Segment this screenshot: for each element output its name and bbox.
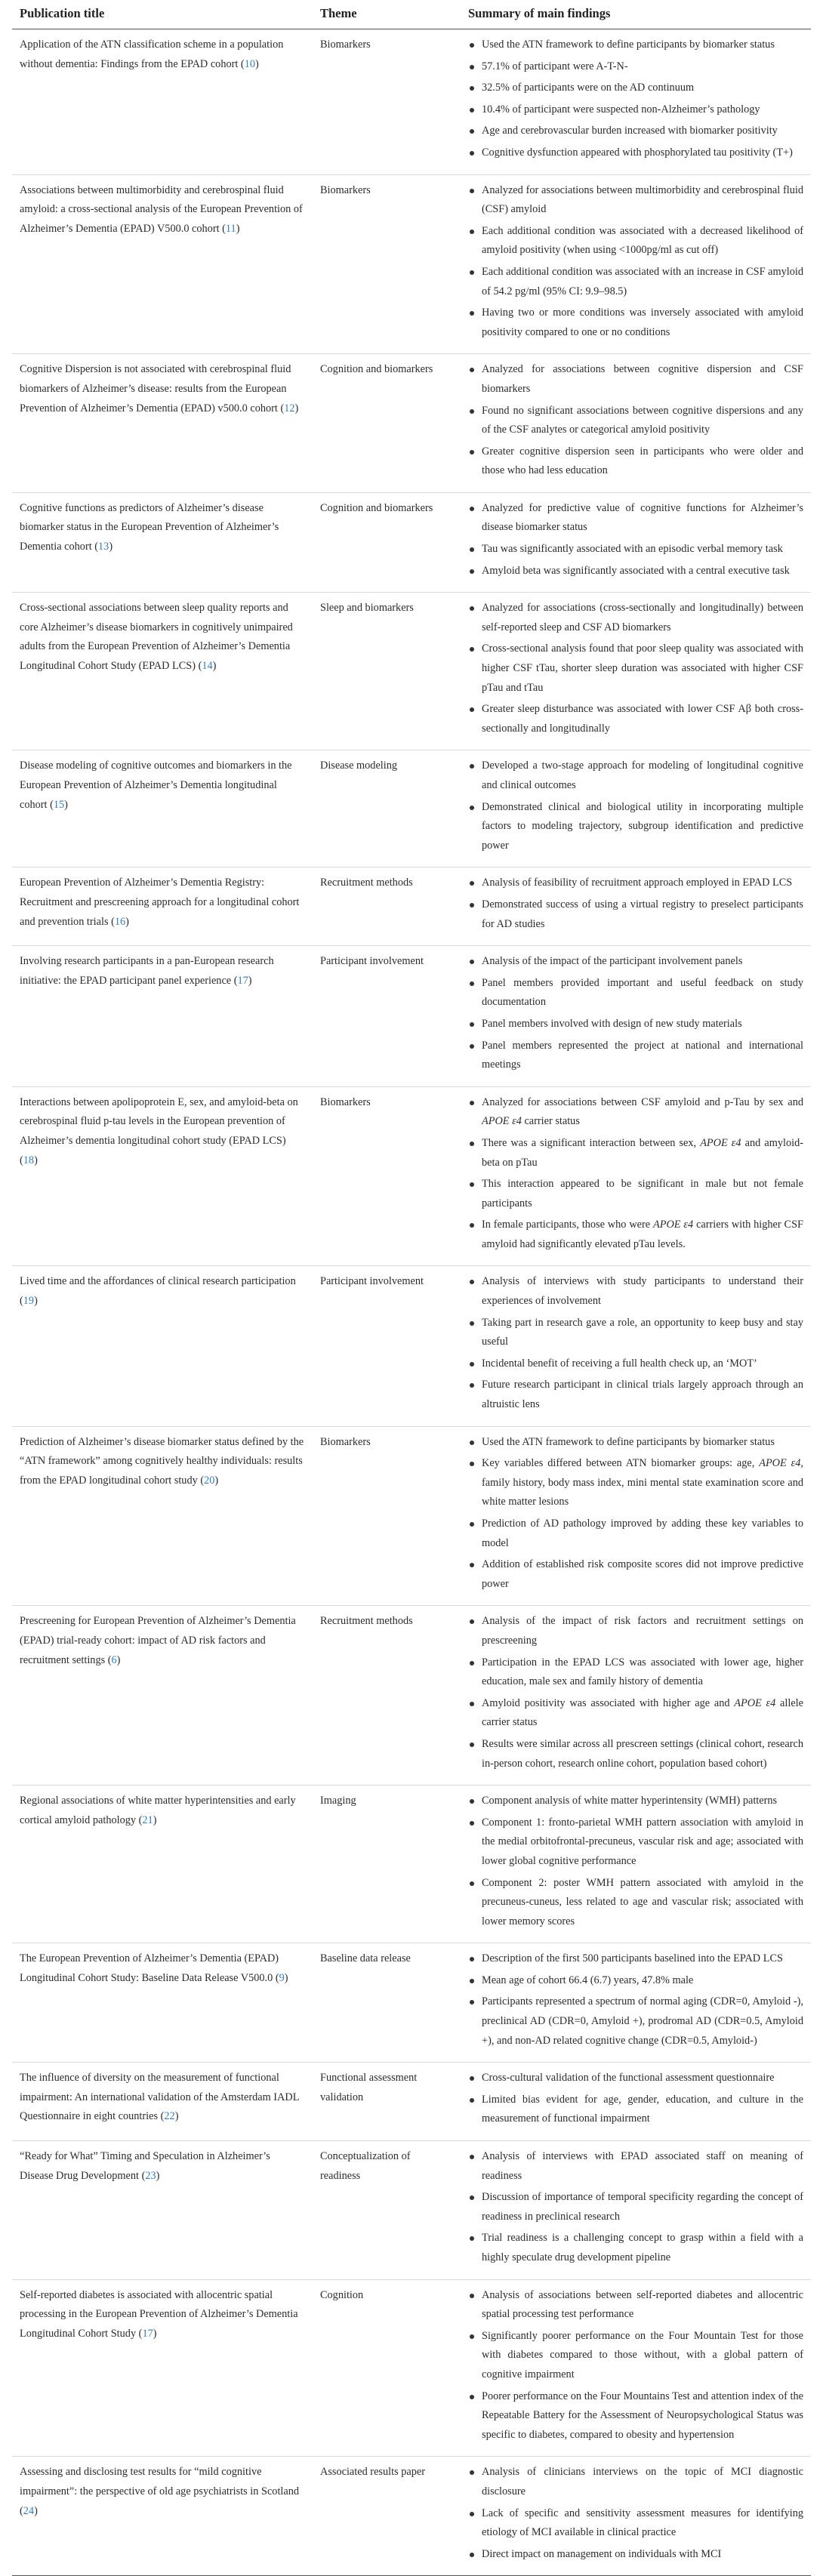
publication-title-cell: The European Prevention of Alzheimer’s Dementia (EPAD) Longitudinal Cohort Study: Baseline Data Release V500.0 (9) <box>12 1943 313 2063</box>
reference-link[interactable]: 20 <box>204 1474 215 1487</box>
finding-item: Analyzed for predictive value of cognitive functions for Alzheimer’s disease biomarker status <box>468 499 803 538</box>
findings-list <box>468 952 803 1075</box>
reference-link[interactable]: 12 <box>284 402 295 414</box>
reference-link[interactable]: 10 <box>244 57 255 70</box>
findings-list <box>468 2069 803 2129</box>
table-row <box>12 593 811 750</box>
theme-cell: Disease modeling <box>313 750 461 867</box>
header-publication-title: Publication title <box>12 0 313 29</box>
publication-title: European Prevention of Alzheimer’s Dementia Registry: Recruitment and prescreening approach for a longitudinal cohort and prevention trials <box>20 877 300 928</box>
finding-item: In female participants, those who were APOE ε4 carriers with higher CSF amyloid had significantly elevated pTau levels. <box>468 1216 803 1254</box>
finding-item: Trial readiness is a challenging concept to grasp within a field with a highly speculate drug development pipeline <box>468 2229 803 2267</box>
publication-title-cell: Lived time and the affordances of clinical research participation (19) <box>12 1266 313 1426</box>
findings-list <box>468 2286 803 2445</box>
theme-cell: Participant involvement <box>313 946 461 1087</box>
publication-title: Associations between multimorbidity and cerebrospinal fluid amyloid: a cross-sectional analysis of the European Prevention of Alzheimer’s Dementia (EPAD) V500.0 cohort <box>20 183 303 235</box>
table-row <box>12 1266 811 1426</box>
summary-cell <box>461 1943 811 2063</box>
reference-link[interactable]: 22 <box>164 2110 175 2123</box>
publication-title: Cognitive functions as predictors of Alzheimer’s disease biomarker status in the European Prevention of Alzheimer’s Dementia cohort <box>20 501 279 553</box>
table-header <box>12 0 811 29</box>
summary-cell <box>461 593 811 750</box>
theme-cell: Recruitment methods <box>313 867 461 946</box>
summary-cell <box>461 29 811 175</box>
finding-item: Panel members represented the project at national and international meetings <box>468 1037 803 1075</box>
reference-link[interactable]: 9 <box>279 1971 285 1984</box>
finding-item: Poorer performance on the Four Mountains Test and attention index of the Repeatable Battery for the Assessment of Neuropsychological Status was specific to diabetes, compared to obesity and hypertension <box>468 2387 803 2445</box>
table-row <box>12 2279 811 2457</box>
finding-item: Analyzed for associations between cognitive dispersion and CSF biomarkers <box>468 360 803 399</box>
findings-list <box>468 1792 803 1931</box>
table-row <box>12 1086 811 1266</box>
publication-title-cell: Associations between multimorbidity and cerebrospinal fluid amyloid: a cross-sectional analysis of the European Prevention of Alzheimer’s Dementia (EPAD) V500.0 cohort (11) <box>12 174 313 354</box>
theme-cell: Cognition and biomarkers <box>313 492 461 592</box>
findings-list <box>468 35 803 163</box>
summary-cell <box>461 750 811 867</box>
publication-title-cell: European Prevention of Alzheimer’s Dementia Registry: Recruitment and prescreening approach for a longitudinal cohort and prevention trials (16) <box>12 867 313 946</box>
summary-cell <box>461 1266 811 1426</box>
reference-link[interactable]: 13 <box>98 541 109 553</box>
finding-item: Taking part in research gave a role, an opportunity to keep busy and stay useful <box>468 1314 803 1352</box>
finding-item: Tau was significantly associated with an episodic verbal memory task <box>468 540 803 559</box>
table-row <box>12 1606 811 1786</box>
theme-cell: Biomarkers <box>313 1086 461 1266</box>
table-row <box>12 1426 811 1606</box>
table-row <box>12 1786 811 1943</box>
publication-title-cell: Application of the ATN classification scheme in a population without dementia: Findings from the EPAD cohort (10) <box>12 29 313 175</box>
table-row <box>12 867 811 946</box>
table-row <box>12 946 811 1087</box>
summary-cell <box>461 174 811 354</box>
finding-item: Panel members involved with design of new study materials <box>468 1015 803 1034</box>
publication-title: Cognitive Dispersion is not associated with cerebrospinal fluid biomarkers of Alzheimer’s disease: results from the European Prevention of Alzheimer’s Dementia (EPAD) v500.0 cohort <box>20 363 291 414</box>
finding-item: Results were similar across all prescreen settings (clinical cohort, research in-person cohort, research online cohort, population based cohort) <box>468 1735 803 1773</box>
findings-list <box>468 599 803 738</box>
summary-cell <box>461 2141 811 2280</box>
finding-item: Direct impact on management on individuals with MCI <box>468 2545 803 2565</box>
finding-item: Lack of specific and sensitivity assessment measures for identifying etiology of MCI available in clinical practice <box>468 2504 803 2543</box>
finding-item: Found no significant associations between cognitive dispersions and any of the CSF analytes or categorical amyloid positivity <box>468 402 803 440</box>
finding-item: Key variables differed between ATN biomarker groups: age, APOE ε4, family history, body mass index, mini mental state examination score and white matter lesions <box>468 1454 803 1512</box>
publication-title: Regional associations of white matter hyperintensities and early cortical amyloid pathology <box>20 1795 296 1826</box>
header-summary: Summary of main findings <box>461 0 811 29</box>
table-row <box>12 174 811 354</box>
publication-title-cell: Cognitive functions as predictors of Alzheimer’s disease biomarker status in the European Prevention of Alzheimer’s Dementia cohort (13) <box>12 492 313 592</box>
summary-cell <box>461 2279 811 2457</box>
finding-item: Having two or more conditions was inversely associated with amyloid positivity compared to one or no conditions <box>468 304 803 342</box>
table-row <box>12 492 811 592</box>
findings-list <box>468 2147 803 2268</box>
finding-item: Demonstrated clinical and biological utility in incorporating multiple factors to modeling trajectory, subgroup identification and predictive power <box>468 798 803 856</box>
table-row <box>12 2141 811 2280</box>
finding-item: Future research participant in clinical trials largely approach through an altruistic lens <box>468 1376 803 1414</box>
table-row <box>12 1943 811 2063</box>
finding-item: There was a significant interaction between sex, APOE ε4 and amyloid-beta on pTau <box>468 1134 803 1172</box>
finding-item: Analysis of interviews with EPAD associated staff on meaning of readiness <box>468 2147 803 2186</box>
publication-title: Disease modeling of cognitive outcomes and biomarkers in the European Prevention of Alzheimer’s Dementia longitudinal cohort <box>20 760 292 811</box>
publication-title-cell: Interactions between apolipoprotein E, sex, and amyloid-beta on cerebrospinal fluid p-tau levels in the European prevention of Alzheimer’s dementia longitudinal cohort study (EPAD LCS) (18) <box>12 1086 313 1266</box>
theme-cell: Biomarkers <box>313 29 461 175</box>
publication-title: Lived time and the affordances of clinical research participation <box>20 1275 296 1288</box>
publication-title: Prediction of Alzheimer’s disease biomarker status defined by the “ATN framework” among cognitively healthy individuals: results from the EPAD longitudinal cohort study <box>20 1435 304 1487</box>
header-row <box>12 0 811 29</box>
publication-title-cell: Involving research participants in a pan-European research initiative: the EPAD participant panel experience (17) <box>12 946 313 1087</box>
finding-item: 10.4% of participant were suspected non-Alzheimer’s pathology <box>468 100 803 120</box>
table-row <box>12 2063 811 2141</box>
theme-cell: Participant involvement <box>313 1266 461 1426</box>
finding-item: Developed a two-stage approach for modeling of longitudinal cognitive and clinical outcomes <box>468 756 803 795</box>
findings-list <box>468 1433 803 1595</box>
summary-cell <box>461 1086 811 1266</box>
publication-title: Cross-sectional associations between sleep quality reports and core Alzheimer’s disease biomarkers in cognitively unimpaired adults from the European Prevention of Alzheimer’s Dementia Longitudinal Cohort Study (EPAD LCS) <box>20 602 293 673</box>
finding-item: Analyzed for associations between CSF amyloid and p-Tau by sex and APOE ε4 carrier status <box>468 1093 803 1132</box>
reference-link[interactable]: 15 <box>53 798 65 811</box>
finding-item: Amyloid positivity was associated with higher age and APOE ε4 allele carrier status <box>468 1694 803 1733</box>
reference-link[interactable]: 6 <box>111 1653 117 1666</box>
publication-title: Prescreening for European Prevention of Alzheimer’s Dementia (EPAD) trial-ready cohort: impact of AD risk factors and recruitment settings <box>20 1615 296 1666</box>
finding-item: Analysis of clinicians interviews on the topic of MCI diagnostic disclosure <box>468 2463 803 2501</box>
finding-item: 57.1% of participant were A-T-N- <box>468 57 803 77</box>
reference-link[interactable]: 18 <box>23 1154 35 1166</box>
finding-item: Limited bias evident for age, gender, education, and culture in the measurement of functional impairment <box>468 2091 803 2129</box>
finding-item: This interaction appeared to be significant in male but not female participants <box>468 1175 803 1213</box>
finding-item: Each additional condition was associated with a decreased likelihood of amyloid positivity (when using <1000pg/ml as cut off) <box>468 222 803 260</box>
finding-item: Greater cognitive dispersion seen in participants who were older and those who had less education <box>468 442 803 481</box>
findings-list <box>468 1612 803 1773</box>
reference-link[interactable]: 16 <box>114 915 126 928</box>
finding-item: Analysis of associations between self-reported diabetes and allocentric spatial processing test performance <box>468 2286 803 2325</box>
finding-item: Greater sleep disturbance was associated with lower CSF Aβ both cross-sectionally and longitudinally <box>468 700 803 738</box>
theme-cell: Cognition <box>313 2279 461 2457</box>
summary-cell <box>461 2457 811 2576</box>
finding-item: Analysis of feasibility of recruitment approach employed in EPAD LCS <box>468 874 803 893</box>
theme-cell: Biomarkers <box>313 174 461 354</box>
findings-list <box>468 360 803 481</box>
theme-cell: Biomarkers <box>313 1426 461 1606</box>
findings-list <box>468 1093 803 1255</box>
finding-item: Mean age of cohort 66.4 (6.7) years, 47.8% male <box>468 1971 803 1991</box>
publication-title-cell: Disease modeling of cognitive outcomes and biomarkers in the European Prevention of Alzheimer’s Dementia longitudinal cohort (15) <box>12 750 313 867</box>
finding-item: Used the ATN framework to define participants by biomarker status <box>468 1433 803 1453</box>
theme-cell: Cognition and biomarkers <box>313 354 461 493</box>
summary-cell <box>461 1426 811 1606</box>
finding-item: Analysis of the impact of the participant involvement panels <box>468 952 803 972</box>
table-row <box>12 354 811 493</box>
theme-cell: Associated results paper <box>313 2457 461 2576</box>
findings-list <box>468 756 803 855</box>
publication-title-cell: Self-reported diabetes is associated with allocentric spatial processing in the European Prevention of Alzheimer’s Dementia Longitudinal Cohort Study (17) <box>12 2279 313 2457</box>
finding-item: Analysis of the impact of risk factors and recruitment settings on prescreening <box>468 1612 803 1650</box>
publication-title-cell: The influence of diversity on the measurement of functional impairment: An international validation of the Amsterdam IADL Questionnaire in eight countries (22) <box>12 2063 313 2141</box>
reference-link[interactable]: 14 <box>202 660 213 673</box>
finding-item: Description of the first 500 participants baselined into the EPAD LCS <box>468 1949 803 1969</box>
theme-cell: Sleep and biomarkers <box>313 593 461 750</box>
finding-item: Discussion of importance of temporal specificity regarding the concept of readiness in preclinical research <box>468 2188 803 2226</box>
publication-title: Self-reported diabetes is associated with allocentric spatial processing in the European Prevention of Alzheimer’s Dementia Longitudinal Cohort Study <box>20 2288 298 2340</box>
findings-list <box>468 2463 803 2564</box>
publication-title: Interactions between apolipoprotein E, sex, and amyloid-beta on cerebrospinal fluid p-tau levels in the European prevention of Alzheimer’s dementia longitudinal cohort study (EPAD LCS) <box>20 1095 298 1147</box>
reference-link[interactable]: 24 <box>23 2504 35 2517</box>
publication-title: The influence of diversity on the measurement of functional impairment: An international validation of the Amsterdam IADL Questionnaire in eight countries <box>20 2072 299 2123</box>
findings-list <box>468 1949 803 2051</box>
finding-item: Each additional condition was associated with an increase in CSF amyloid of 54.2 pg/ml (95% CI: 9.9–98.5) <box>468 263 803 301</box>
finding-item: Prediction of AD pathology improved by adding these key variables to model <box>468 1514 803 1553</box>
publication-title: The European Prevention of Alzheimer’s Dementia (EPAD) Longitudinal Cohort Study: Baseline Data Release V500.0 <box>20 1952 279 1984</box>
finding-item: Analyzed for associations between multimorbidity and cerebrospinal fluid (CSF) amyloid <box>468 181 803 220</box>
finding-item: Amyloid beta was significantly associated with a central executive task <box>468 562 803 581</box>
publications-table <box>12 0 811 2576</box>
finding-item: Analyzed for associations (cross-sectionally and longitudinally) between self-reported sleep and CSF AD biomarkers <box>468 599 803 637</box>
table-body <box>12 29 811 2576</box>
summary-cell <box>461 354 811 493</box>
findings-list <box>468 874 803 934</box>
finding-item: Significantly poorer performance on the Four Mountain Test for those with diabetes compared to those without, with a global pattern of cognitive impairment <box>468 2327 803 2385</box>
table-row <box>12 750 811 867</box>
publication-title: Involving research participants in a pan-European research initiative: the EPAD participant panel experience <box>20 955 274 987</box>
findings-list <box>468 499 803 581</box>
finding-item: Component 1: fronto-parietal WMH pattern association with amyloid in the medial orbitofrontal-precuneus, vascular risk and age; associated with lower global cognitive performance <box>468 1813 803 1872</box>
summary-cell <box>461 946 811 1087</box>
publication-title-cell: “Ready for What” Timing and Speculation in Alzheimer’s Disease Drug Development (23) <box>12 2141 313 2280</box>
publication-title: Application of the ATN classification scheme in a population without dementia: Findings from the EPAD cohort <box>20 39 284 70</box>
finding-item: Demonstrated success of using a virtual registry to preselect participants for AD studies <box>468 895 803 934</box>
finding-item: Cross-sectional analysis found that poor sleep quality was associated with higher CSF tTau, shorter sleep duration was associated with higher CSF pTau and tTau <box>468 639 803 698</box>
finding-item: Component 2: poster WMH pattern associated with amyloid in the precuneus-cuneus, less related to age and vascular risk; associated with lower memory scores <box>468 1874 803 1932</box>
publication-title-cell: Regional associations of white matter hyperintensities and early cortical amyloid pathology (21) <box>12 1786 313 1943</box>
summary-cell <box>461 2063 811 2141</box>
publication-title-cell: Prescreening for European Prevention of Alzheimer’s Dementia (EPAD) trial-ready cohort: impact of AD risk factors and recruitment settings (6) <box>12 1606 313 1786</box>
theme-cell: Functional assessment validation <box>313 2063 461 2141</box>
publication-title: Assessing and disclosing test results for “mild cognitive impairment”: the perspective of old age psychiatrists in Scotland <box>20 2466 300 2497</box>
table-row <box>12 2457 811 2576</box>
theme-cell: Conceptualization of readiness <box>313 2141 461 2280</box>
findings-list <box>468 1272 803 1414</box>
finding-item: Participants represented a spectrum of normal aging (CDR=0, Amyloid -), preclinical AD (CDR=0, Amyloid +), prodromal AD (CDR=0.5, Amyloid +), and non-AD related cognitive change (CDR=0.5, Amyloid-) <box>468 1992 803 2051</box>
finding-item: Analysis of interviews with study participants to understand their experiences of involvement <box>468 1272 803 1311</box>
finding-item: Panel members provided important and useful feedback on study documentation <box>468 974 803 1012</box>
finding-item: Addition of established risk composite scores did not improve predictive power <box>468 1555 803 1594</box>
publication-title-cell: Assessing and disclosing test results for “mild cognitive impairment”: the perspective of old age psychiatrists in Scotland (24) <box>12 2457 313 2576</box>
finding-item: Participation in the EPAD LCS was associated with lower age, higher education, male sex and family history of dementia <box>468 1653 803 1692</box>
reference-link[interactable]: 11 <box>225 222 236 235</box>
publication-title-cell: Prediction of Alzheimer’s disease biomarker status defined by the “ATN framework” among cognitively healthy individuals: results from the EPAD longitudinal cohort study (20) <box>12 1426 313 1606</box>
finding-item: Incidental benefit of receiving a full health check up, an ‘MOT’ <box>468 1354 803 1374</box>
summary-cell <box>461 1606 811 1786</box>
publication-title-cell: Cross-sectional associations between sleep quality reports and core Alzheimer’s disease biomarkers in cognitively unimpaired adults from the European Prevention of Alzheimer’s Dementia Longitudinal Cohort Study (EPAD LCS) (14) <box>12 593 313 750</box>
reference-link[interactable]: 21 <box>142 1813 153 1826</box>
finding-item: Cognitive dysfunction appeared with phosphorylated tau positivity (T+) <box>468 143 803 163</box>
reference-link[interactable]: 19 <box>23 1295 35 1308</box>
summary-cell <box>461 1786 811 1943</box>
finding-item: Used the ATN framework to define participants by biomarker status <box>468 35 803 55</box>
publication-title-cell: Cognitive Dispersion is not associated with cerebrospinal fluid biomarkers of Alzheimer’s disease: results from the European Prevention of Alzheimer’s Dementia (EPAD) v500.0 cohort (12) <box>12 354 313 493</box>
reference-link[interactable]: 23 <box>145 2169 156 2182</box>
summary-cell <box>461 492 811 592</box>
theme-cell: Recruitment methods <box>313 1606 461 1786</box>
finding-item: Component analysis of white matter hyperintensity (WMH) patterns <box>468 1792 803 1811</box>
finding-item: Cross-cultural validation of the functional assessment questionnaire <box>468 2069 803 2088</box>
finding-item: 32.5% of participants were on the AD continuum <box>468 79 803 98</box>
reference-link[interactable]: 17 <box>237 974 248 987</box>
finding-item: Age and cerebrovascular burden increased with biomarker positivity <box>468 122 803 141</box>
header-theme: Theme <box>313 0 461 29</box>
theme-cell: Imaging <box>313 1786 461 1943</box>
findings-list <box>468 181 803 343</box>
table-row <box>12 29 811 175</box>
summary-cell <box>461 867 811 946</box>
reference-link[interactable]: 17 <box>142 2327 153 2340</box>
theme-cell: Baseline data release <box>313 1943 461 2063</box>
publication-title: “Ready for What” Timing and Speculation in Alzheimer’s Disease Drug Development <box>20 2150 270 2182</box>
